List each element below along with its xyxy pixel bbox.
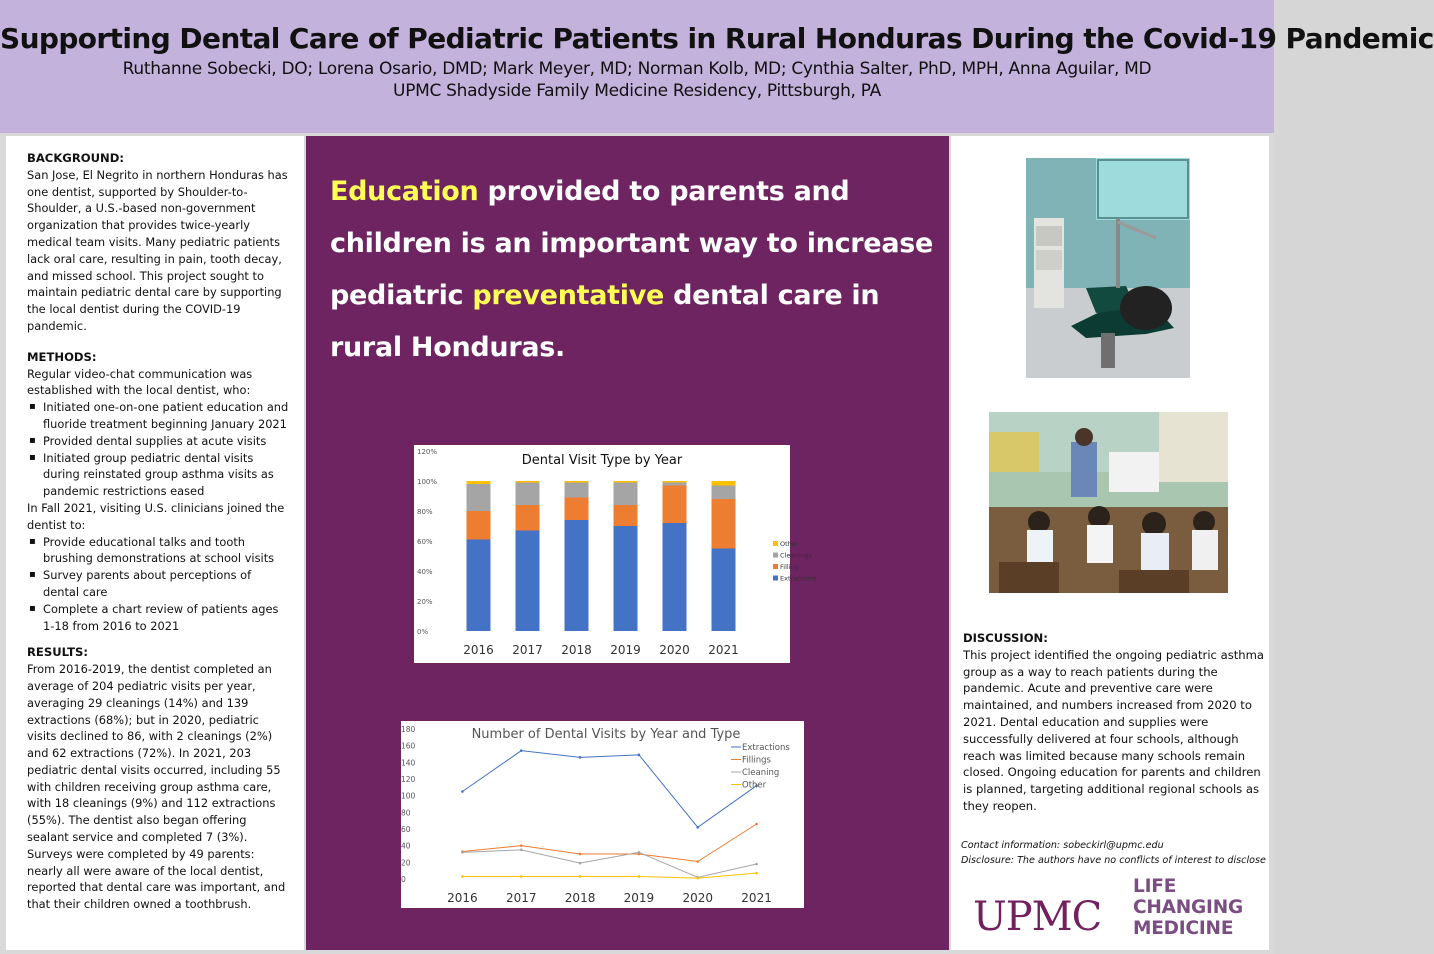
y-tick-label: 120% — [417, 448, 438, 456]
bar-segment-extractions — [516, 531, 540, 632]
data-point-fillings — [696, 860, 699, 863]
data-point-fillings — [520, 844, 523, 847]
logo-tagline-line: CHANGING — [1133, 897, 1243, 918]
bar-segment-other — [565, 481, 589, 483]
x-tick-label: 2017 — [505, 891, 537, 905]
methods-bullet: ▪ Provided dental supplies at acute visits — [27, 433, 290, 450]
discussion-text: This project identified the ongoing pediatric asthma group as a way to reach patients during the pandemic. Acute and preventive care were maintained, and numbers increased from 2020 to 2021. Dental education and supplies were successfully delivered at four schools, although reach was limited because many schools remain closed. Ongoing education for parents and children is planned, targeting additional regional schools as they reopen. — [963, 647, 1265, 813]
y-tick-label: 20 — [401, 858, 411, 868]
poster-institution: UPMC Shadyside Family Medicine Residency, Pittsburgh, PA — [393, 81, 881, 101]
x-tick-label: 2020 — [659, 643, 690, 657]
legend-label: Cleaning — [742, 768, 780, 778]
data-point-extractions — [638, 754, 641, 757]
bar-segment-other — [712, 481, 736, 486]
data-point-cleaning — [520, 849, 523, 852]
methods-bullet: ▪ Initiated group pediatric dental visits during reinstated group asthma visits as pandemic restrictions eased — [27, 450, 290, 500]
bar-segment-other — [663, 481, 687, 483]
bar-segment-other — [467, 481, 491, 484]
y-tick-label: 60% — [417, 538, 433, 546]
data-point-extractions — [696, 826, 699, 829]
upmc-wordmark: UPMC — [973, 894, 1102, 940]
legend-label: Other — [780, 540, 799, 548]
discussion-heading: DISCUSSION: — [963, 631, 1048, 645]
bar-segment-extractions — [565, 520, 589, 631]
y-tick-label: 100% — [417, 478, 438, 486]
bar-segment-cleanings — [565, 483, 589, 498]
key-message-highlight-preventative: preventative — [472, 280, 665, 311]
visit-type-chart — [414, 445, 817, 663]
y-tick-label: 40% — [417, 568, 433, 576]
x-tick-label: 2017 — [512, 643, 543, 657]
bar-segment-extractions — [614, 526, 638, 631]
legend-label: Cleanings — [780, 551, 812, 560]
discussion-section — [963, 630, 1267, 815]
center-panel — [306, 136, 949, 950]
legend-label: Fillings — [742, 755, 771, 766]
data-point-cleaning — [579, 862, 582, 865]
bar-segment-other — [516, 481, 540, 483]
series-line-extractions — [462, 751, 756, 828]
x-tick-label: 2016 — [463, 643, 494, 657]
visit-type-chart-svg — [414, 445, 817, 663]
results-text: From 2016-2019, the dentist completed an average of 204 pediatric visits per year, averaging 29 cleanings (14%) and 139 extractions (68%); but in 2020, pediatric visits declined to 86, with 2 cleanings (2%) and 62 extractions (72%). In 2021, 203 pediatric dental visits occurred, including 55 with children receiving group asthma care, with 18 cleanings (9%) and 112 extractions (55%). The dentist also began offering sealant service and completed 7 (3%). Surveys were completed by 49 parents: nearly all were aware of the local dentist, reported that dental care was important, and that their children owned a toothbrush. — [27, 662, 286, 912]
y-tick-label: 80 — [401, 808, 411, 818]
y-tick-label: 60 — [401, 825, 411, 834]
y-tick-label: 40 — [401, 841, 411, 851]
dental-clinic-chair-photo — [1026, 158, 1190, 378]
methods-list-2 — [27, 534, 290, 635]
disclosure-line: Disclosure: The authors have no conflicts of interest to disclose — [961, 854, 1266, 866]
data-point-fillings — [579, 853, 582, 856]
legend-swatch-cleanings — [773, 553, 778, 558]
visit-count-chart-svg — [401, 721, 804, 908]
x-tick-label: 2018 — [564, 891, 596, 905]
y-tick-label: 20% — [417, 598, 433, 606]
chart-title: Dental Visit Type by Year — [521, 453, 683, 468]
legend-label: Filling — [780, 563, 799, 571]
left-column — [6, 136, 304, 950]
legend-label: Other — [742, 780, 767, 791]
key-message-text: dental care in rural Honduras. — [330, 280, 880, 363]
bar-segment-cleanings — [663, 483, 687, 486]
data-point-cleaning — [755, 863, 758, 866]
data-point-other — [696, 877, 699, 880]
background-heading: BACKGROUND: — [27, 151, 124, 165]
x-tick-label: 2021 — [741, 891, 772, 905]
legend-label: Extractions — [742, 743, 790, 753]
poster-header — [0, 0, 1434, 133]
data-point-other — [638, 875, 641, 878]
chart-legend — [773, 540, 817, 583]
y-tick-label: 80% — [417, 508, 433, 516]
methods-bullet: ▪ Provide educational talks and tooth brushing demonstrations at school visits — [27, 534, 290, 568]
methods-bullet: ▪ Initiated one-on-one patient education and fluoride treatment beginning January 2021 — [27, 399, 290, 433]
bar-segment-other — [614, 481, 638, 483]
legend-swatch-extractions — [773, 576, 778, 581]
poster-authors: Ruthanne Sobecki, DO; Lorena Osario, DMD; Mark Meyer, MD; Norman Kolb, MD; Cynthia Salter, PhD, MPH, Anna Aguilar, MD — [122, 59, 1152, 79]
contact-line: Contact information: sobeckirl@upmc.edu — [961, 840, 1164, 851]
data-point-cleaning — [638, 851, 641, 854]
y-tick-label: 180 — [401, 725, 416, 734]
background-text: San Jose, El Negrito in northern Honduras has one dentist, supported by Shoulder-to-Shoulder, a U.S.-based non-government organization that provides twice-yearly medical team visits. Many pediatric patients lack oral care, resulting in pain, tooth decay, and missed school. This project sought to maintain pediatric dental care by supporting the local dentist during the COVID-19 pandemic. — [27, 167, 288, 333]
data-point-other — [579, 875, 582, 878]
methods-intro: Regular video-chat communication was established with the local dentist, who: — [27, 366, 253, 398]
upmc-logo — [973, 874, 1263, 944]
key-message-highlight-education: Education — [330, 176, 479, 207]
methods-intro-2: In Fall 2021, visiting U.S. clinicians joined the dentist to: — [27, 500, 285, 532]
y-tick-label: 0% — [417, 628, 429, 636]
bar-segment-cleanings — [614, 483, 638, 506]
x-tick-label: 2019 — [610, 643, 641, 657]
y-tick-label: 140 — [401, 758, 416, 768]
data-point-extractions — [579, 756, 582, 759]
bar-segment-filling — [663, 486, 687, 524]
data-point-other — [461, 875, 464, 878]
data-point-fillings — [755, 823, 758, 826]
bar-segment-cleanings — [516, 483, 540, 506]
x-tick-label: 2018 — [561, 643, 592, 657]
methods-bullet: ▪ Survey parents about perceptions of dental care — [27, 567, 290, 601]
bar-segment-cleanings — [467, 484, 491, 511]
bar-segment-filling — [516, 505, 540, 531]
classroom-dental-education-photo — [989, 412, 1228, 593]
methods-heading: METHODS: — [27, 349, 97, 364]
x-tick-label: 2020 — [682, 891, 714, 905]
chart-legend — [731, 743, 790, 791]
legend-swatch-filling — [773, 564, 778, 569]
bar-segment-extractions — [467, 540, 491, 632]
y-tick-label: 120 — [401, 775, 416, 784]
x-tick-label: 2021 — [708, 643, 739, 657]
y-tick-label: 160 — [401, 741, 416, 751]
bar-segment-cleanings — [712, 486, 736, 500]
chart-title: Number of Dental Visits by Year and Type — [471, 727, 741, 742]
legend-swatch-other — [773, 541, 778, 546]
bar-segment-filling — [712, 499, 736, 549]
upmc-logo-tagline — [1133, 876, 1243, 939]
key-message — [330, 166, 940, 374]
data-point-cleaning — [461, 851, 464, 854]
bar-segment-filling — [467, 511, 491, 540]
logo-tagline-line: LIFE — [1133, 876, 1177, 897]
bar-segment-extractions — [712, 549, 736, 632]
y-tick-label: 0 — [401, 875, 406, 884]
x-tick-label: 2016 — [447, 891, 478, 905]
methods-bullet: ▪ Complete a chart review of patients ages 1-18 from 2016 to 2021 — [27, 601, 290, 635]
visit-count-chart — [401, 721, 804, 908]
data-point-other — [755, 872, 758, 875]
legend-label: Extractions — [780, 574, 817, 583]
series-line-fillings — [462, 824, 756, 862]
data-point-extractions — [520, 749, 523, 752]
data-point-other — [520, 875, 523, 878]
bar-segment-extractions — [663, 523, 687, 631]
contact-section — [961, 839, 1267, 868]
bar-segment-filling — [565, 498, 589, 521]
results-heading: RESULTS: — [27, 645, 88, 660]
right-column — [951, 136, 1269, 950]
poster-title: Supporting Dental Care of Pediatric Patients in Rural Honduras During the Covid-19 Pandemic — [0, 22, 1434, 55]
y-tick-label: 100 — [401, 791, 416, 801]
bar-segment-filling — [614, 505, 638, 526]
logo-tagline-line: MEDICINE — [1133, 918, 1234, 939]
methods-list-1 — [27, 399, 290, 500]
x-tick-label: 2019 — [623, 891, 655, 905]
key-message-text: provided to parents and children is an important way to increase pediatric — [330, 176, 934, 311]
data-point-extractions — [461, 790, 464, 793]
